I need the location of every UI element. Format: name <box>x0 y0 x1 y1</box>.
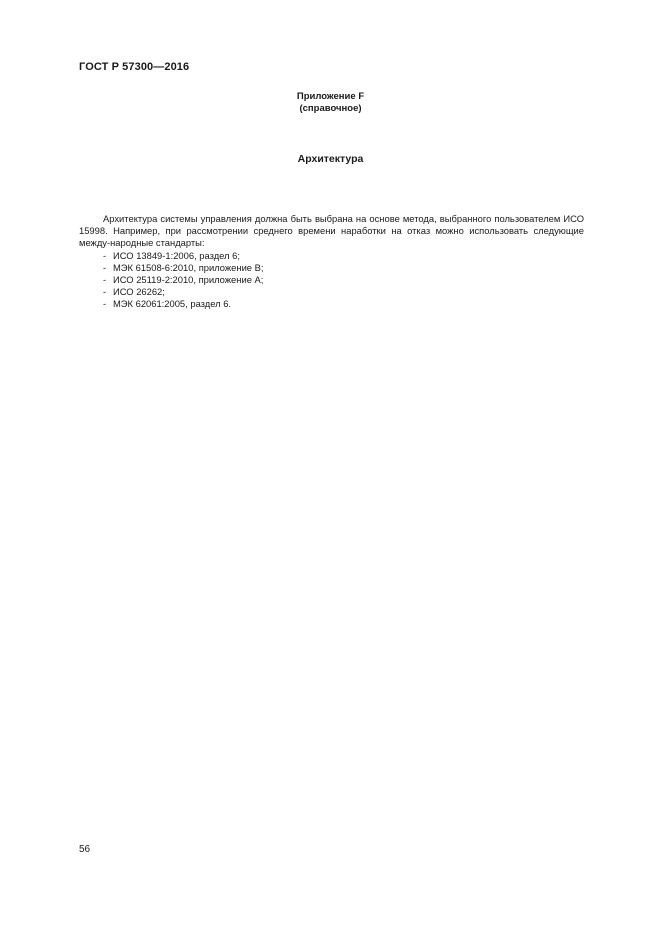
list-item <box>103 274 584 286</box>
appendix-title: Приложение F <box>296 91 365 102</box>
section-title: Архитектура <box>297 153 364 165</box>
document-code-header: ГОСТ Р 57300—2016 <box>79 61 190 73</box>
list-marker: - <box>103 249 107 261</box>
appendix-type: (справочное) <box>299 103 362 114</box>
list-marker: - <box>103 286 107 298</box>
list-item <box>103 250 584 262</box>
body-text <box>79 213 584 311</box>
list-item <box>103 262 584 274</box>
list-item-text: МЭК 61508-6:2010, приложение В; <box>113 261 264 273</box>
page-number: 56 <box>79 844 91 855</box>
list-marker: - <box>103 261 107 273</box>
body-paragraph: Архитектура системы управления должна быть выбрана на основе метода, выбранного пользователем ИСО 15998. Например, при рассмотрении среднего времени наработки на отказ можно использовать следующие между-народные стандарты: <box>79 213 584 249</box>
list-item <box>103 286 584 298</box>
standards-list <box>79 250 584 311</box>
appendix-heading <box>0 91 661 115</box>
list-item-text: ИСО 26262; <box>113 286 165 298</box>
list-marker: - <box>103 274 107 286</box>
list-item-text: ИСО 25119-2:2010, приложение А; <box>113 274 264 286</box>
list-item-text: МЭК 62061:2005, раздел 6. <box>113 298 232 310</box>
list-marker: - <box>103 298 107 310</box>
list-item-text: ИСО 13849-1:2006, раздел 6; <box>113 249 240 261</box>
list-item <box>103 298 584 310</box>
